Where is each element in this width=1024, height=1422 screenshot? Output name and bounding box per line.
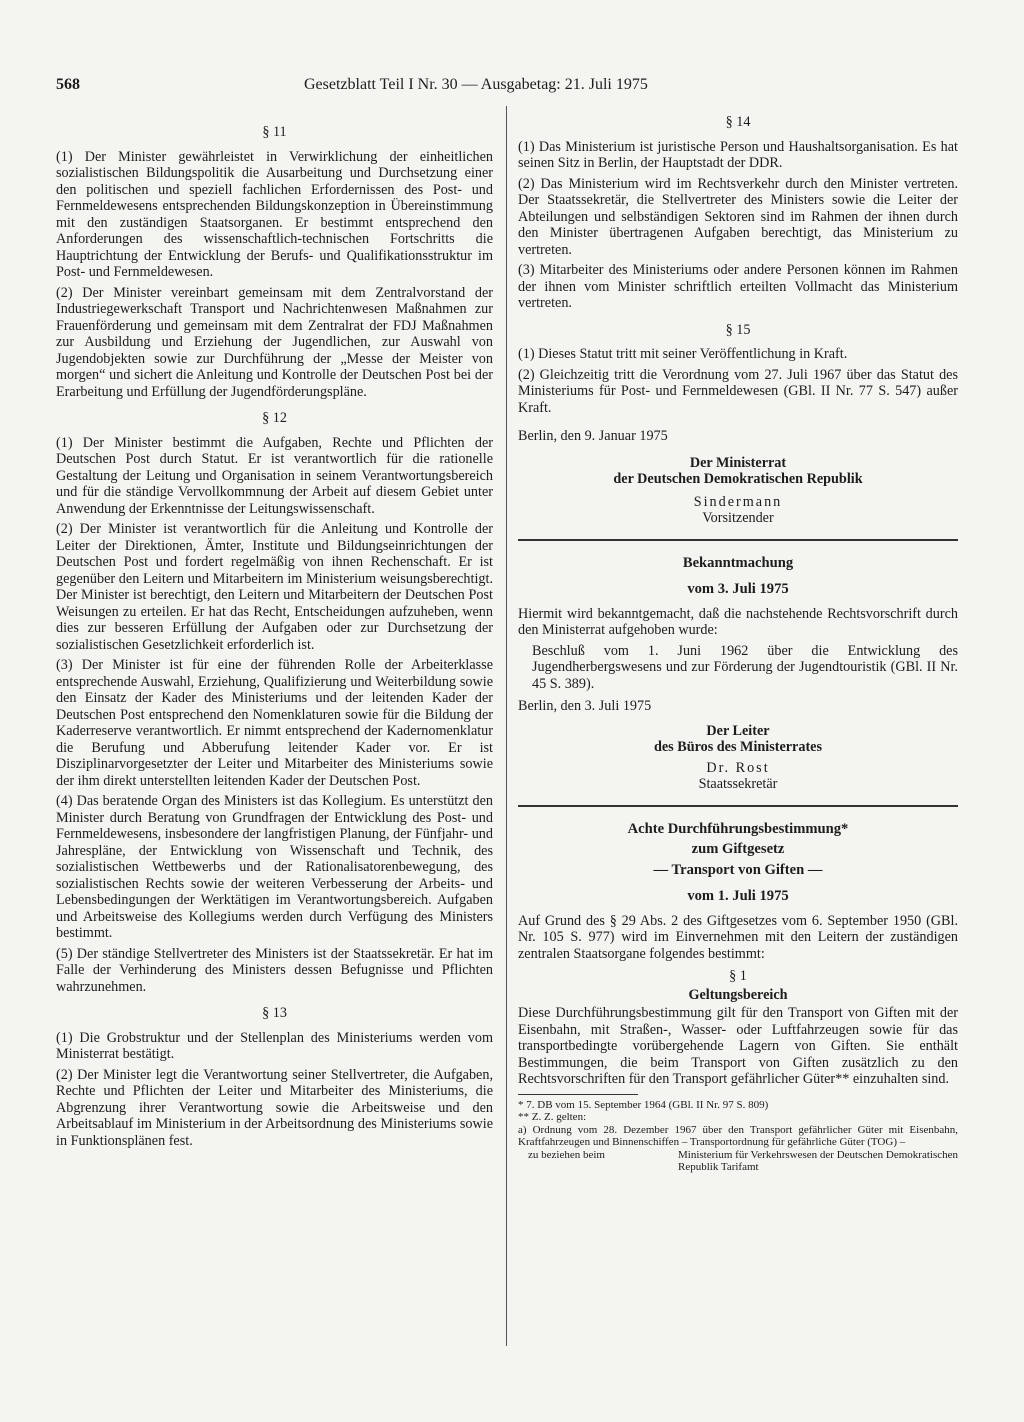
regulation-title: zum Giftgesetz — [691, 841, 785, 857]
signature-role: Vorsitzender — [702, 510, 774, 526]
regulation-subtitle: — Transport von Giften — — [653, 861, 823, 878]
place-date: Berlin, den 9. Januar 1975 — [518, 428, 668, 444]
column-divider — [506, 106, 507, 1346]
footnote-text: Ministerium für Verkehrswesen der Deutschen Demokratischen Republik Tarifamt — [678, 1148, 958, 1173]
regulation-title: Achte Durchführungsbestimmung* — [627, 820, 849, 837]
section-heading: § 1 — [729, 968, 747, 984]
paragraph: (1) Der Minister bestimmt die Aufgaben, Rechte und Pflichten der Deutschen Post durch Statut. Er ist verantwortlich für die rationelle Gestaltung der Leitung und Organisation in seinem Verantwortungsbereich und für die ständige Vervollkommnung der Arbeit auf diesem Gebiet unter Anwendung der Erkenntnisse der Leitungswissenschaft. — [56, 434, 493, 517]
footnote: a) Ordnung vom 28. Dezember 1967 über den Transport gefährlicher Güter mit Eisenbahn, Kraftfahrzeugen und Binnenschiffen – Transportordnung für gefährliche Güter (TOG) – — [518, 1123, 958, 1148]
signature-role: Staatssekretär — [698, 776, 778, 792]
footnote: * 7. DB vom 15. September 1964 (GBl. II Nr. 97 S. 809) — [518, 1098, 769, 1111]
signature-name: Sindermann — [693, 493, 783, 510]
paragraph: (4) Das beratende Organ des Ministers ist das Kollegium. Es unterstützt den Minister durch Beratung von Grundfragen der Entwicklung des Post- und Fernmeldewesens, insbesondere der langfristigen Planung, der Fünfjahr- und Jahrespläne, der Entwicklung von Wissenschaft und Technik, des sozialistischen Wettbewerbs und der Rationalisatorenbewegung, des sozialistischen Rechts sowie der weiteren Verbesserung der Arbeits- und Lebensbedingungen der Werktätigen im Verantwortungsbereich. Aufgaben und Arbeitsweise des Kollegiums werden durch Verfügung des Ministers bestimmt. — [56, 793, 493, 941]
section-divider — [518, 539, 958, 541]
signature-org: Der Leiter — [706, 722, 770, 739]
section-heading: § 15 — [725, 321, 751, 338]
section-heading: § 13 — [262, 1005, 287, 1021]
page-header — [56, 76, 958, 98]
paragraph: (1) Die Grobstruktur und der Stellenplan des Ministeriums werden vom Ministerrat bestätigt. — [56, 1029, 493, 1062]
section-subheading: Geltungsbereich — [688, 986, 788, 1003]
notice-date: vom 3. Juli 1975 — [687, 581, 789, 597]
page-running-title: Gesetzblatt Teil I Nr. 30 — Ausgabetag: 21. Juli 1975 — [304, 76, 648, 93]
footnote-source — [518, 1149, 958, 1174]
section-heading: § 12 — [262, 410, 287, 426]
paragraph: (1) Das Ministerium ist juristische Person und Haushaltsorganisation. Es hat seinen Sitz in Berlin, der Hauptstadt der DDR. — [518, 138, 958, 171]
footnote-rule — [518, 1094, 638, 1095]
paragraph: Beschluß vom 1. Juni 1962 über die Entwicklung des Jugendherbergswesens und zur Förderung der Jugendtouristik (GBl. II Nr. 45 S. 389). — [532, 642, 958, 692]
paragraph: (1) Der Minister gewährleistet in Verwirklichung der einheitlichen sozialistischen Bildungspolitik die Ausarbeitung und Durchsetzung einer den politischen und speziell fachlichen Erfordernissen des Post- und Fernmeldewesens entsprechenden Bildungskonzeption in Übereinstimmung mit den zuständigen Staatsorganen. Er bestimmt entsprechend den Anforderungen des wissenschaftlich-technischen Fortschritts die Hauptrichtung der Entwicklung der Berufs- und Qualifikationsstruktur im Post- und Fernmeldewesen. — [56, 148, 493, 280]
paragraph: Diese Durchführungsbestimmung gilt für den Transport von Giften mit der Eisenbahn, mit Straßen-, Wasser- oder Luftfahrzeugen sowie für das transportbedingte vorübergehende Lagern von Giften. Sie enthält Bestimmungen, die beim Transport von Giften zusätzlich zu den Rechtsvorschriften für den Transport gefährlicher Güter** einzuhalten sind. — [518, 1005, 958, 1087]
section-heading: § 11 — [262, 124, 287, 140]
paragraph: Hiermit wird bekanntgemacht, daß die nachstehende Rechtsvorschrift durch den Ministerrat aufgehoben wurde: — [518, 605, 958, 638]
paragraph: (3) Der Minister ist für eine der führenden Rolle der Arbeiterklasse entsprechende Auswahl, Erziehung, Qualifizierung und Weiterbildung sowie den Einsatz der Kader des Ministeriums und der leitenden Kader der Deutschen Post entsprechend den Nomenklaturen sowie für die Bildung der Kaderreserve verantwortlich. Er nimmt entsprechend der Kadernomenklatur die Berufung und Abberufung leitender Kader vor. Er ist Disziplinarvorgesetzter der Leiter und Mitarbeiter des Ministeriums sowie der ihm direkt unterstellten leitenden Kader der Deutschen Post. — [56, 657, 493, 789]
footnote-text: zu beziehen beim — [528, 1148, 605, 1161]
section-heading: § 14 — [725, 114, 751, 130]
signature-name: Dr. Rost — [706, 759, 770, 776]
signature-org: Der Ministerrat — [689, 454, 787, 471]
paragraph: (1) Dieses Statut tritt mit seiner Veröffentlichung in Kraft. — [518, 346, 848, 362]
paragraph: (2) Der Minister vereinbart gemeinsam mit dem Zentralvorstand der Industriegewerkschaft Transport und Nachrichtenwesen Maßnahmen zur Frauenförderung und gemeinsam mit dem Zentralrat der FDJ Maßnahmen zur Ausbildung und Erziehung der Jugendlichen, zur Auswahl von Jugendobjekten sowie zur Durchführung der „Messe der Meister von morgen“ und sichert die Anleitung und Kontrolle der Deutschen Post bei der Erarbeitung und Erfüllung der Jugendförderungspläne. — [56, 284, 493, 400]
right-column — [518, 114, 958, 1174]
signature-org: des Büros des Ministerrates — [653, 739, 822, 755]
paragraph: Auf Grund des § 29 Abs. 2 des Giftgesetzes vom 6. September 1950 (GBl. Nr. 105 S. 977) wird im Einvernehmen mit den Leitern der zuständigen zentralen Staatsorgane folgendes bestimmt: — [518, 912, 958, 962]
section-divider — [518, 805, 958, 807]
paragraph: (3) Mitarbeiter des Ministeriums oder andere Personen können im Rahmen der ihnen vom Minister schriftlich erteilten Vollmacht das Ministerium vertreten. — [518, 262, 958, 311]
signature-org: der Deutschen Demokratischen Republik — [613, 471, 863, 487]
paragraph: (5) Der ständige Stellvertreter des Ministers ist der Staatssekretär. Er hat im Falle der Verhinderung des Ministers dessen Befugnisse und Pflichten wahrzunehmen. — [56, 945, 493, 995]
regulation-date: vom 1. Juli 1975 — [687, 888, 789, 904]
paragraph: (2) Der Minister legt die Verantwortung seiner Stellvertreter, die Aufgaben, Rechte und Pflichten der Leiter und Mitarbeiter des Ministeriums, die Abgrenzung ihrer Verantwortung sowie die Arbeitsweise und den Arbeitsablauf im Ministerium in der Arbeitsordnung des Ministeriums sowie in Funktionsplänen fest. — [56, 1066, 493, 1149]
page-number: 568 — [56, 76, 80, 93]
paragraph: (2) Gleichzeitig tritt die Verordnung vom 27. Juli 1967 über das Statut des Ministeriums für Post- und Fernmeldewesen (GBl. II Nr. 77 S. 547) außer Kraft. — [518, 366, 958, 416]
notice-title: Bekanntmachung — [682, 554, 794, 571]
left-column — [56, 114, 493, 1153]
footnote: ** Z. Z. gelten: — [518, 1111, 587, 1123]
place-date: Berlin, den 3. Juli 1975 — [518, 698, 652, 714]
paragraph: (2) Das Ministerium wird im Rechtsverkehr durch den Minister vertreten. Der Staatssekretär, die Stellvertreter des Ministers sowie die Leiter der Abteilungen und selbständigen Sektoren sind im Rahmen der ihnen durch den Minister übertragenen Aufgaben berechtigt, das Ministerium zu vertreten. — [518, 175, 958, 258]
paragraph: (2) Der Minister ist verantwortlich für die Anleitung und Kontrolle der Leiter der Direktionen, Ämter, Institute und Bildungseinrichtungen der Deutschen Post und fordert regelmäßig von ihnen Rechenschaft. Er ist gegenüber den Leitern und Mitarbeitern im Ministerium weisungsberechtigt. Der Minister ist berechtigt, den Leitern und Mitarbeitern der Deutschen Post Weisungen zu erteilen. Er hat das Recht, Entscheidungen aufzuheben, wenn dies zur besseren Erfüllung der Aufgaben oder zur Durchsetzung der sozialistischen Gesetzlichkeit erforderlich ist. — [56, 521, 493, 653]
